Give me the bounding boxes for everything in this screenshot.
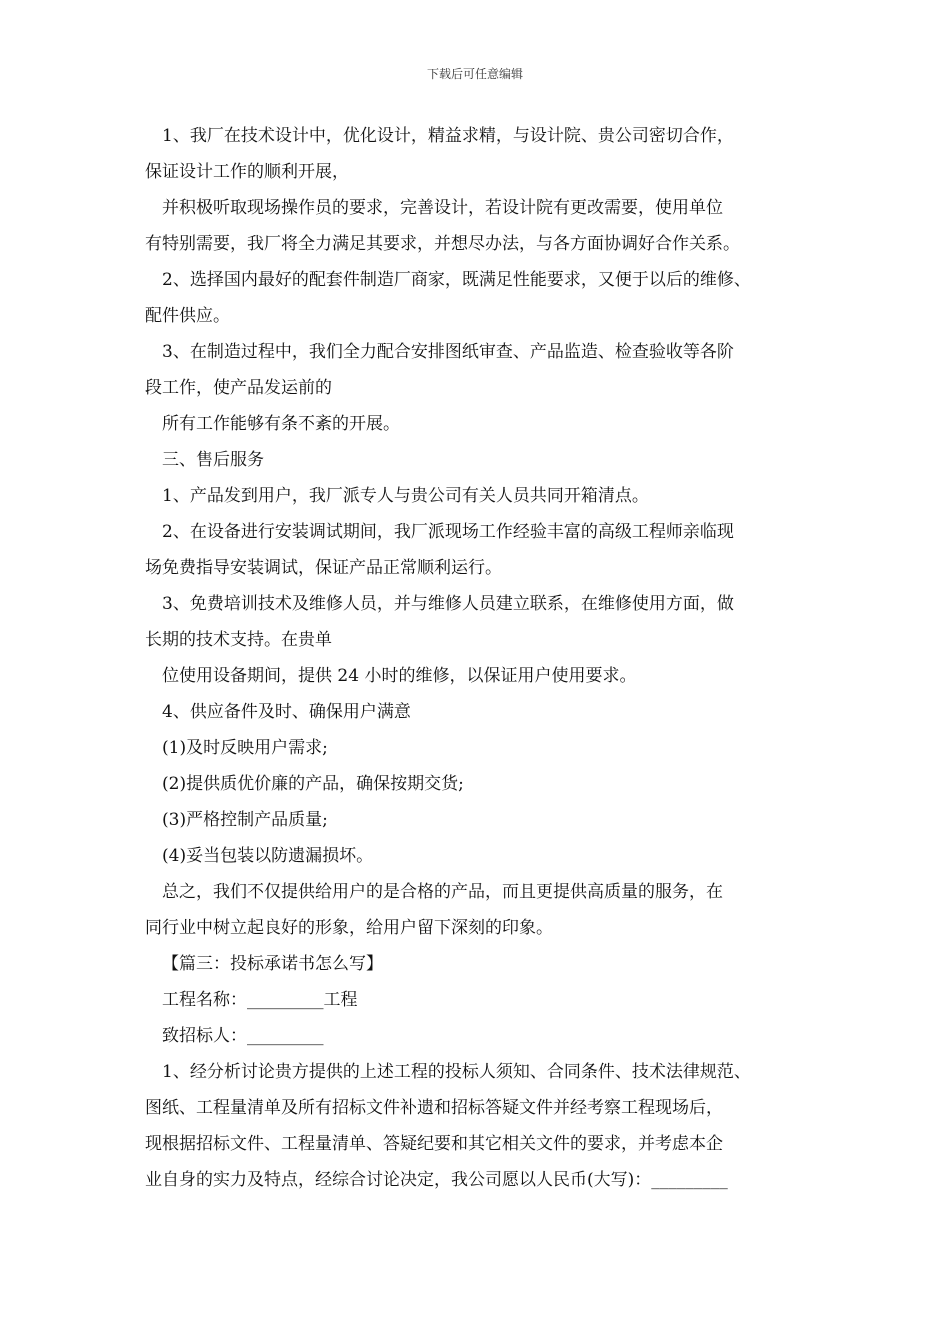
text-line: 三、售后服务	[162, 450, 264, 470]
text-line: 现根据招标文件、工程量清单、答疑纪要和其它相关文件的要求，并考虑本企	[145, 1134, 723, 1154]
text-line: (2)提供质优价廉的产品，确保按期交货;	[162, 774, 464, 794]
text-line: 场免费指导安装调试，保证产品正常顺利运行。	[145, 558, 502, 578]
document-body	[145, 124, 825, 1204]
text-line: 1、经分析讨论贵方提供的上述工程的投标人须知、合同条件、技术法律规范、	[162, 1062, 751, 1082]
text-line: 有特别需要，我厂将全力满足其要求，并想尽办法，与各方面协调好合作关系。	[145, 234, 740, 254]
text-line: 图纸、工程量清单及所有招标文件补遗和招标答疑文件并经考察工程现场后，	[145, 1098, 723, 1118]
text-line: 位使用设备期间，提供 24 小时的维修，以保证用户使用要求。	[162, 666, 637, 686]
text-line: 2、选择国内最好的配套件制造厂商家，既满足性能要求，又便于以后的维修、	[162, 270, 751, 290]
page-header: 下载后可任意编辑	[426, 67, 523, 81]
text-line: 2、在设备进行安装调试期间，我厂派现场工作经验丰富的高级工程师亲临现	[162, 522, 734, 542]
text-line: 1、产品发到用户，我厂派专人与贵公司有关人员共同开箱清点。	[162, 486, 649, 506]
text-line: 业自身的实力及特点，经综合讨论决定，我公司愿以人民币(大写)：_________	[145, 1170, 728, 1190]
text-line: 长期的技术支持。在贵单	[145, 630, 332, 650]
text-line: 3、免费培训技术及维修人员，并与维修人员建立联系，在维修使用方面，做	[162, 594, 734, 614]
text-line: 4、供应备件及时、确保用户满意	[162, 702, 411, 722]
text-line: (1)及时反映用户需求;	[162, 738, 328, 758]
text-line: (3)严格控制产品质量;	[162, 810, 328, 830]
text-line: 致招标人：_________	[162, 1026, 324, 1046]
text-line: 【篇三：投标承诺书怎么写】	[162, 954, 383, 974]
text-line: 并积极听取现场操作员的要求，完善设计，若设计院有更改需要，使用单位	[162, 198, 723, 218]
text-line: 工程名称：_________工程	[162, 990, 358, 1010]
text-line: 配件供应。	[145, 306, 230, 326]
text-line: 3、在制造过程中，我们全力配合安排图纸审查、产品监造、检查验收等各阶	[162, 342, 734, 362]
text-line: (4)妥当包装以防遗漏损坏。	[162, 846, 374, 866]
text-line: 所有工作能够有条不紊的开展。	[162, 414, 400, 434]
text-line: 段工作，使产品发运前的	[145, 378, 332, 398]
text-line: 保证设计工作的顺利开展，	[145, 162, 349, 182]
text-line: 同行业中树立起良好的形象，给用户留下深刻的印象。	[145, 918, 553, 938]
text-line: 1、我厂在技术设计中，优化设计，精益求精，与设计院、贵公司密切合作，	[162, 126, 734, 146]
text-line: 总之，我们不仅提供给用户的是合格的产品，而且更提供高质量的服务，在	[162, 882, 723, 902]
